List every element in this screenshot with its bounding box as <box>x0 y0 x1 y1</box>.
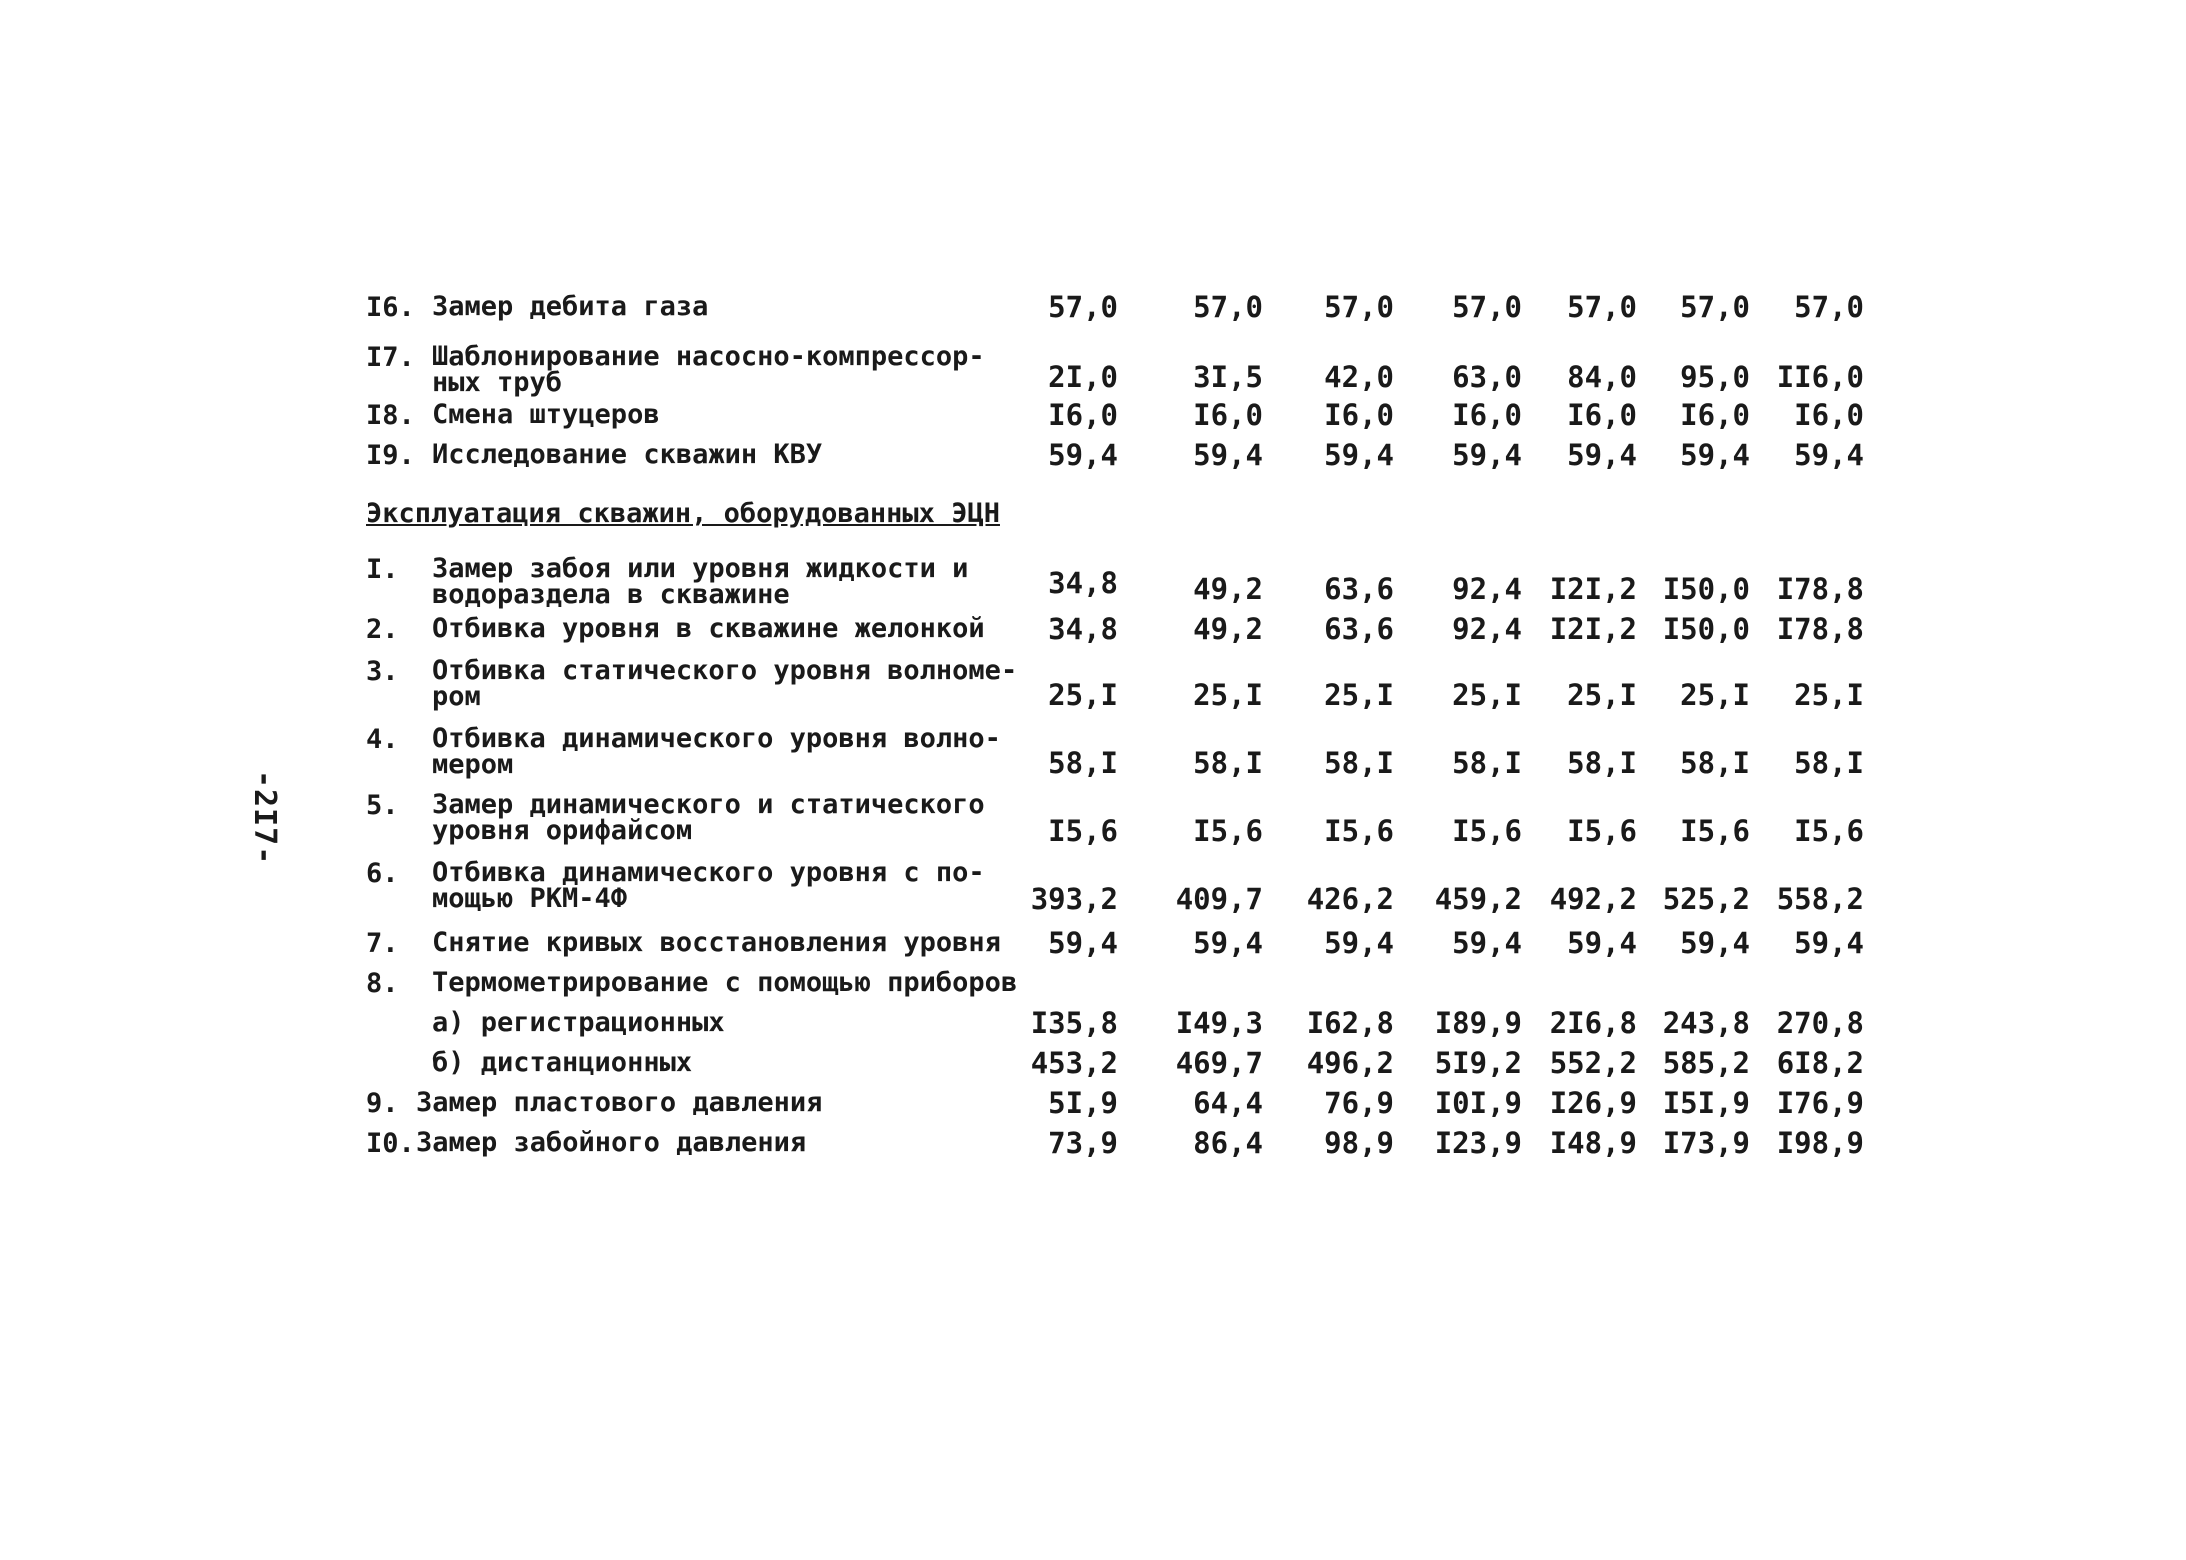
value-cell: I89,9 <box>1434 1006 1522 1040</box>
row-label: Исследование скважин КВУ <box>432 439 823 470</box>
value-cell: 453,2 <box>1030 1046 1118 1080</box>
table-row <box>366 724 1886 780</box>
value-cell: 58,I <box>1452 746 1522 780</box>
row-label: Отбивка динамического уровня волно- мером <box>432 723 1001 780</box>
row-number: I6. <box>366 292 415 323</box>
row-number: I0. <box>366 1128 415 1159</box>
value-cell: 585,2 <box>1662 1046 1750 1080</box>
value-cell: 59,4 <box>1567 438 1637 472</box>
value-cell: 57,0 <box>1048 290 1118 324</box>
value-cell: 59,4 <box>1794 926 1864 960</box>
value-cell: 92,4 <box>1452 572 1522 606</box>
value-cell: 3I,5 <box>1193 360 1263 394</box>
value-cell: I78,8 <box>1776 612 1864 646</box>
value-cell: I73,9 <box>1662 1126 1750 1160</box>
value-cell: 59,4 <box>1567 926 1637 960</box>
value-cell: 57,0 <box>1794 290 1864 324</box>
value-cell: 59,4 <box>1048 926 1118 960</box>
value-cell: 59,4 <box>1193 926 1263 960</box>
value-cell: 57,0 <box>1193 290 1263 324</box>
value-cell: 25,I <box>1794 678 1864 712</box>
value-cell: 393,2 <box>1030 882 1118 916</box>
value-cell: 63,6 <box>1324 572 1394 606</box>
value-cell: I5,6 <box>1567 814 1637 848</box>
section-title: Эксплуатация скважин, оборудованных ЭЦН <box>366 498 1000 529</box>
value-cell: 25,I <box>1452 678 1522 712</box>
value-cell: 86,4 <box>1193 1126 1263 1160</box>
value-cell: 2I,0 <box>1048 360 1118 394</box>
value-cell: 409,7 <box>1175 882 1263 916</box>
row-values <box>366 1008 1886 1040</box>
row-values <box>366 656 1886 712</box>
value-cell: 64,4 <box>1193 1086 1263 1120</box>
value-cell: I50,0 <box>1662 612 1750 646</box>
row-number: 9. <box>366 1088 399 1119</box>
value-cell: 2I6,8 <box>1549 1006 1637 1040</box>
row-values <box>366 1128 1886 1160</box>
row-values <box>366 1088 1886 1120</box>
table-row <box>366 790 1886 848</box>
value-cell: 25,I <box>1567 678 1637 712</box>
value-cell: 63,6 <box>1324 612 1394 646</box>
value-cell: 57,0 <box>1452 290 1522 324</box>
row-values <box>366 858 1886 916</box>
value-cell: 73,9 <box>1048 1126 1118 1160</box>
value-cell: 426,2 <box>1306 882 1394 916</box>
value-cell: I6,0 <box>1794 398 1864 432</box>
table-row <box>366 341 1886 398</box>
value-cell: 34,8 <box>1048 612 1118 646</box>
row-number: 6. <box>366 858 399 889</box>
value-cell: 25,I <box>1193 678 1263 712</box>
value-cell: 58,I <box>1324 746 1394 780</box>
value-cell: 92,4 <box>1452 612 1522 646</box>
value-cell: 57,0 <box>1567 290 1637 324</box>
value-cell: 552,2 <box>1549 1046 1637 1080</box>
value-cell: I5,6 <box>1452 814 1522 848</box>
row-label: Смена штуцеров <box>432 399 660 430</box>
row-number: 5. <box>366 790 399 821</box>
row-label: Замер пластового давления <box>416 1087 823 1118</box>
value-cell: I6,0 <box>1452 398 1522 432</box>
row-label: Отбивка статического уровня волноме- ром <box>432 655 1018 712</box>
row-label: Снятие кривых восстановления уровня <box>432 927 1001 958</box>
value-cell: 5I9,2 <box>1434 1046 1522 1080</box>
value-cell: 76,9 <box>1324 1086 1394 1120</box>
value-cell: 84,0 <box>1567 360 1637 394</box>
value-cell: 525,2 <box>1662 882 1750 916</box>
value-cell: 59,4 <box>1794 438 1864 472</box>
value-cell: 59,4 <box>1452 926 1522 960</box>
row-values <box>366 1048 1886 1080</box>
row-label: Отбивка уровня в скважине желонкой <box>432 613 985 644</box>
value-cell: 59,4 <box>1680 438 1750 472</box>
value-cell: 25,I <box>1048 678 1118 712</box>
row-label: Замер динамического и статического уровня орифайсом <box>432 789 985 846</box>
value-cell: I76,9 <box>1776 1086 1864 1120</box>
value-cell: I5,6 <box>1794 814 1864 848</box>
row-label: Термометрирование с помощью приборов <box>432 967 1018 998</box>
table-row <box>366 400 1886 432</box>
value-cell: I49,3 <box>1175 1006 1263 1040</box>
value-cell: 59,4 <box>1452 438 1522 472</box>
row-values <box>366 928 1886 960</box>
value-cell: I23,9 <box>1434 1126 1522 1160</box>
value-cell: 6I8,2 <box>1776 1046 1864 1080</box>
row-number: I7. <box>366 342 415 373</box>
row-values <box>366 440 1886 472</box>
row-label: Замер дебита газа <box>432 291 709 322</box>
value-cell: I35,8 <box>1030 1006 1118 1040</box>
value-cell: I2I,2 <box>1549 572 1637 606</box>
value-cell: 492,2 <box>1549 882 1637 916</box>
value-cell: I5,6 <box>1193 814 1263 848</box>
row-values <box>366 790 1886 848</box>
value-cell: 58,I <box>1193 746 1263 780</box>
row-number: I. <box>366 554 399 585</box>
value-cell: I6,0 <box>1567 398 1637 432</box>
value-cell: I6,0 <box>1193 398 1263 432</box>
value-cell: I6,0 <box>1324 398 1394 432</box>
row-number: 4. <box>366 724 399 755</box>
value-cell: 5I,9 <box>1048 1086 1118 1120</box>
value-cell: 496,2 <box>1306 1046 1394 1080</box>
table-row <box>366 656 1886 712</box>
row-number: I9. <box>366 440 415 471</box>
row-label: Замер забоя или уровня жидкости и водораздела в скважине <box>432 553 969 610</box>
table-row <box>366 440 1886 472</box>
value-cell: I6,0 <box>1680 398 1750 432</box>
row-values <box>366 614 1886 646</box>
value-cell: 469,7 <box>1175 1046 1263 1080</box>
row-label: Отбивка динамического уровня с по- мощью РКМ-4Ф <box>432 857 985 914</box>
value-cell: 459,2 <box>1434 882 1522 916</box>
table-row <box>366 1088 1886 1120</box>
row-values <box>366 400 1886 432</box>
value-cell: I50,0 <box>1662 572 1750 606</box>
value-cell: 63,0 <box>1452 360 1522 394</box>
value-cell: I2I,2 <box>1549 612 1637 646</box>
value-cell: 49,2 <box>1193 572 1263 606</box>
value-cell: 58,I <box>1680 746 1750 780</box>
value-cell: 42,0 <box>1324 360 1394 394</box>
value-cell: 58,I <box>1567 746 1637 780</box>
value-cell: 57,0 <box>1680 290 1750 324</box>
table-row <box>366 614 1886 646</box>
value-cell: 49,2 <box>1193 612 1263 646</box>
table-row <box>366 928 1886 960</box>
value-cell: 58,I <box>1794 746 1864 780</box>
row-values <box>366 724 1886 780</box>
value-cell: I0I,9 <box>1434 1086 1522 1120</box>
value-cell: I26,9 <box>1549 1086 1637 1120</box>
value-cell: 270,8 <box>1776 1006 1864 1040</box>
value-cell: 59,4 <box>1193 438 1263 472</box>
value-cell: 57,0 <box>1324 290 1394 324</box>
value-cell: I5,6 <box>1048 814 1118 848</box>
value-cell: 59,4 <box>1048 438 1118 472</box>
value-cell: II6,0 <box>1776 360 1864 394</box>
row-values <box>366 292 1886 324</box>
value-cell: 243,8 <box>1662 1006 1750 1040</box>
table-row <box>366 1008 1886 1040</box>
value-cell: 25,I <box>1324 678 1394 712</box>
value-cell: 98,9 <box>1324 1126 1394 1160</box>
table-row <box>366 292 1886 324</box>
value-cell: I6,0 <box>1048 398 1118 432</box>
value-cell: 558,2 <box>1776 882 1864 916</box>
row-values <box>366 341 1886 398</box>
row-number: I8. <box>366 400 415 431</box>
row-label: Замер забойного давления <box>416 1127 807 1158</box>
row-values <box>366 553 1886 610</box>
row-label: а) регистрационных <box>432 1007 725 1038</box>
value-cell: I98,9 <box>1776 1126 1864 1160</box>
page-number: -2I7- <box>247 770 282 866</box>
table-row <box>366 1128 1886 1160</box>
value-cell: 95,0 <box>1680 360 1750 394</box>
row-label: Шаблонирование насосно-компрессор- ных труб <box>432 341 985 398</box>
table-row <box>366 968 1886 1000</box>
value-cell: 34,8 <box>1048 566 1118 600</box>
row-number: 8. <box>366 968 399 999</box>
value-cell: 59,4 <box>1680 926 1750 960</box>
value-cell: 58,I <box>1048 746 1118 780</box>
value-cell: 59,4 <box>1324 926 1394 960</box>
row-number: 2. <box>366 614 399 645</box>
value-cell: I5,6 <box>1680 814 1750 848</box>
row-label: б) дистанционных <box>432 1047 693 1078</box>
row-number: 7. <box>366 928 399 959</box>
value-cell: I48,9 <box>1549 1126 1637 1160</box>
value-cell: 25,I <box>1680 678 1750 712</box>
value-cell: I5I,9 <box>1662 1086 1750 1120</box>
table-row <box>366 1048 1886 1080</box>
table-row <box>366 858 1886 916</box>
table-row <box>366 553 1886 610</box>
row-number: 3. <box>366 656 399 687</box>
value-cell: I78,8 <box>1776 572 1864 606</box>
value-cell: I62,8 <box>1306 1006 1394 1040</box>
value-cell: 59,4 <box>1324 438 1394 472</box>
value-cell: I5,6 <box>1324 814 1394 848</box>
